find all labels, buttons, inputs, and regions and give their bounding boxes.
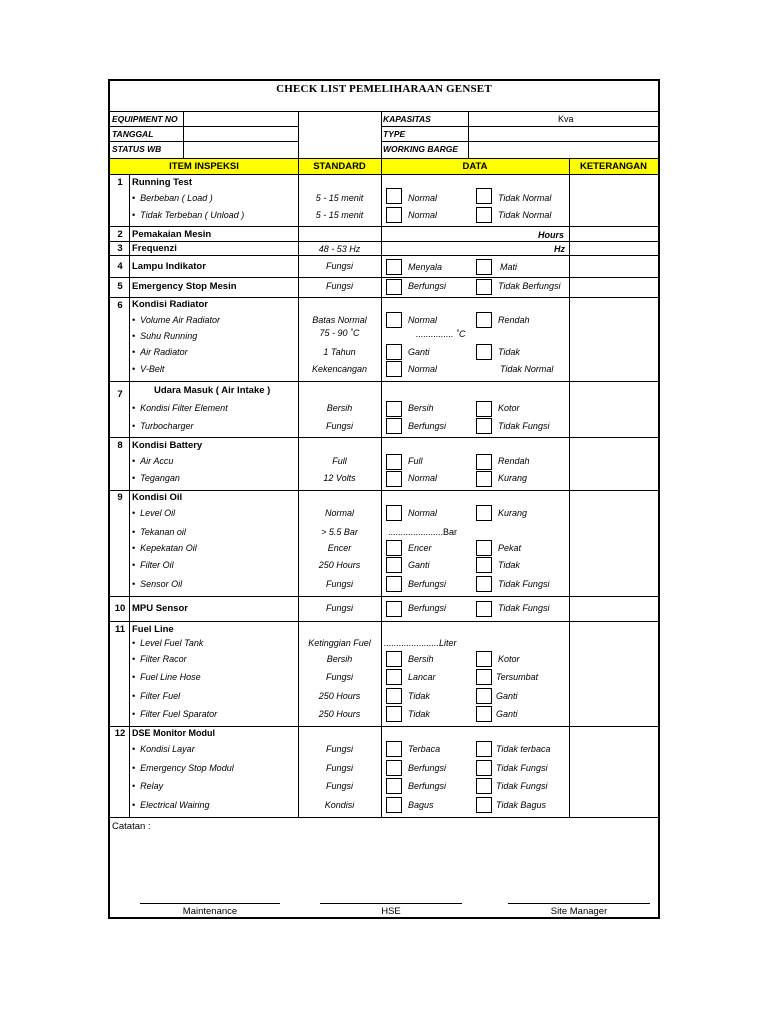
- cell-text: Kotor: [498, 654, 520, 664]
- cell-text: Tidak Fungsi: [496, 763, 548, 773]
- cell-text: Tidak: [408, 691, 430, 701]
- grid-line: [110, 726, 658, 727]
- checkbox[interactable]: [476, 401, 492, 417]
- signature-site-manager: Site Manager: [550, 906, 608, 917]
- cell-text: Tidak: [408, 709, 430, 719]
- section-title: Kondisi Oil: [132, 492, 183, 503]
- checkbox[interactable]: [386, 401, 402, 417]
- type-label: TYPE: [383, 129, 406, 139]
- cell-text: • Filter Racor: [132, 654, 187, 664]
- cell-text: Emergency Stop Modul: [140, 763, 234, 773]
- divider: [381, 141, 658, 142]
- row-number: 9: [117, 492, 123, 503]
- row-number: 12: [114, 728, 126, 739]
- cell-text: • Electrical Wairing: [132, 800, 210, 810]
- cell-text: Tidak Normal: [500, 364, 554, 374]
- checkbox[interactable]: [476, 760, 492, 776]
- grid-line: [110, 255, 658, 256]
- cell-text: Tidak Normal: [498, 193, 552, 203]
- cell-text: Tidak Fungsi: [496, 781, 548, 791]
- divider: [298, 111, 299, 158]
- divider: [569, 158, 570, 817]
- cell-text: Batas Normal: [312, 315, 367, 325]
- cell-text: Normal: [408, 473, 438, 483]
- header-data: DATA: [462, 161, 488, 172]
- cell-text: > 5.5 Bar: [321, 527, 358, 537]
- cell-text: • Filter Oil: [132, 560, 174, 570]
- checkbox[interactable]: [386, 312, 402, 328]
- checkbox[interactable]: [386, 576, 402, 592]
- checkbox[interactable]: [386, 540, 402, 556]
- row-number: 5: [117, 281, 123, 292]
- checkbox[interactable]: [476, 471, 492, 487]
- checkbox[interactable]: [386, 557, 402, 573]
- cell-text: • Turbocharger: [132, 421, 194, 431]
- cell-text: Fungsi: [325, 763, 353, 773]
- cell-text: Encer: [408, 543, 432, 553]
- checkbox[interactable]: [386, 259, 402, 275]
- cell-text: • Tekanan oil: [132, 527, 186, 537]
- checkbox[interactable]: [386, 505, 402, 521]
- checkbox[interactable]: [476, 279, 492, 295]
- divider: [381, 126, 658, 127]
- tanggal-label: TANGGAL: [112, 129, 154, 139]
- grid-line: [110, 226, 658, 227]
- checkbox[interactable]: [386, 741, 402, 757]
- cell-text: • Air Accu: [132, 456, 174, 466]
- checkbox[interactable]: [476, 312, 492, 328]
- cell-text: Tidak Bagus: [496, 800, 546, 810]
- cell-text: 250 Hours: [318, 560, 361, 570]
- cell-text: Berbeban ( Load ): [140, 193, 213, 203]
- cell-text: 48 - 53 Hz: [318, 244, 361, 254]
- cell-text: Sensor Oil: [140, 579, 183, 589]
- cell-text: ......................Bar: [388, 527, 458, 537]
- cell-text: • Fuel Line Hose: [132, 672, 201, 682]
- cell-text: • Filter Fuel Sparator: [132, 709, 218, 719]
- checkbox[interactable]: [476, 741, 492, 757]
- cell-text: Kondisi Filter Element: [140, 403, 228, 413]
- catatan-label: Catatan :: [112, 821, 151, 832]
- divider: [110, 141, 298, 142]
- cell-text: Bersih: [408, 654, 434, 664]
- cell-text: Volume Air Radiator: [140, 315, 221, 325]
- cell-text: Normal: [408, 210, 438, 220]
- cell-text: Hours: [538, 230, 565, 240]
- cell-text: • Kepekatan Oil: [132, 543, 197, 553]
- grid-line: [110, 490, 658, 491]
- cell-text: Tidak Normal: [498, 210, 552, 220]
- cell-text: Rendah: [498, 315, 530, 325]
- row-number: 8: [117, 440, 123, 451]
- divider: [381, 158, 382, 817]
- checkbox[interactable]: [386, 207, 402, 223]
- cell-text: • Suhu Running: [132, 331, 198, 341]
- checkbox[interactable]: [476, 454, 492, 470]
- divider: [381, 111, 382, 158]
- checkbox[interactable]: [476, 797, 492, 813]
- grid-line: [110, 817, 658, 818]
- checkbox[interactable]: [386, 706, 402, 722]
- checkbox[interactable]: [476, 540, 492, 556]
- cell-text: Filter Fuel Sparator: [140, 709, 218, 719]
- cell-text: Tidak terbaca: [496, 744, 551, 754]
- cell-text: • V-Belt: [132, 364, 165, 374]
- checkbox[interactable]: [476, 706, 492, 722]
- checkbox[interactable]: [476, 688, 492, 704]
- cell-text: ......................Liter: [384, 638, 457, 648]
- section-title: Frequenzi: [132, 243, 177, 254]
- header-keterangan: KETERANGAN: [579, 161, 648, 172]
- kapasitas-label: KAPASITAS: [383, 114, 431, 124]
- section-title: Fuel Line: [132, 624, 174, 635]
- grid-line: [110, 277, 658, 278]
- cell-text: Terbaca: [408, 744, 441, 754]
- cell-text: Fungsi: [325, 421, 353, 431]
- row-number: 10: [114, 603, 126, 614]
- cell-text: Tidak Berfungsi: [498, 281, 561, 291]
- cell-text: Normal: [408, 364, 438, 374]
- kva-unit: Kva: [558, 114, 574, 124]
- grid-line: [110, 621, 658, 622]
- checkbox[interactable]: [386, 471, 402, 487]
- cell-text: 250 Hours: [318, 709, 361, 719]
- cell-text: Kepekatan Oil: [140, 543, 197, 553]
- cell-text: • Berbeban ( Load ): [132, 193, 213, 203]
- cell-text: Air Radiator: [140, 347, 188, 357]
- cell-text: 250 Hours: [318, 691, 361, 701]
- divider: [110, 111, 658, 112]
- row-number: 1: [117, 177, 123, 188]
- checkbox[interactable]: [386, 651, 402, 667]
- document-title: CHECK LIST PEMELIHARAAN GENSET: [276, 83, 492, 95]
- header-item: ITEM INSPEKSI: [169, 161, 239, 172]
- cell-text: Level Fuel Tank: [140, 638, 204, 648]
- signature-hse: HSE: [381, 906, 401, 917]
- checkbox[interactable]: [476, 344, 492, 360]
- divider: [468, 111, 469, 158]
- checkbox[interactable]: [476, 207, 492, 223]
- grid-line: [110, 596, 658, 597]
- signature-line: [508, 903, 650, 904]
- divider: [183, 111, 184, 158]
- cell-text: Electrical Wairing: [140, 800, 210, 810]
- section-title: Lampu Indikator: [132, 261, 206, 272]
- cell-text: • Sensor Oil: [132, 579, 183, 589]
- cell-text: Berfungsi: [408, 763, 447, 773]
- working-barge-label: WORKING BARGE: [383, 144, 459, 154]
- cell-text: Pekat: [498, 543, 522, 553]
- cell-text: Tekanan oil: [140, 527, 186, 537]
- cell-text: Bersih: [326, 403, 353, 413]
- cell-text: Berfungsi: [408, 781, 447, 791]
- row-number: 6: [117, 300, 123, 311]
- cell-text: Fuel Line Hose: [140, 672, 201, 682]
- cell-text: 5 - 15 menit: [315, 210, 364, 220]
- cell-text: • Kondisi Filter Element: [132, 403, 228, 413]
- cell-text: ............... ˚C: [416, 329, 466, 339]
- cell-text: Filter Oil: [140, 560, 174, 570]
- cell-text: Tidak: [498, 347, 520, 357]
- checkbox[interactable]: [386, 797, 402, 813]
- cell-text: • Level Oil: [132, 508, 176, 518]
- checkbox[interactable]: [476, 505, 492, 521]
- cell-text: Kondisi Layar: [140, 744, 195, 754]
- cell-text: Bagus: [408, 800, 434, 810]
- signature-maintenance: Maintenance: [182, 906, 238, 917]
- checkbox[interactable]: [386, 454, 402, 470]
- section-title: DSE Monitor Modul: [132, 728, 215, 738]
- cell-text: Normal: [324, 508, 354, 518]
- cell-text: 1 Tahun: [323, 347, 356, 357]
- cell-text: Fungsi: [325, 603, 353, 613]
- checkbox[interactable]: [476, 669, 492, 685]
- cell-text: Turbocharger: [140, 421, 194, 431]
- section-running-test: Running Test: [132, 177, 192, 188]
- row-number: 4: [117, 261, 123, 272]
- row-number: 2: [117, 229, 123, 240]
- cell-text: Berfungsi: [408, 603, 447, 613]
- section-title: Udara Masuk ( Air Intake ): [154, 385, 271, 396]
- cell-text: Fungsi: [325, 672, 353, 682]
- cell-text: • Air Radiator: [132, 347, 188, 357]
- cell-text: • Filter Fuel: [132, 691, 181, 701]
- row-number: 3: [117, 243, 123, 254]
- cell-text: Level Oil: [140, 508, 176, 518]
- cell-text: Bersih: [326, 654, 353, 664]
- cell-text: Tidak Fungsi: [498, 603, 550, 613]
- cell-text: • Emergency Stop Modul: [132, 763, 234, 773]
- cell-text: Berfungsi: [408, 579, 447, 589]
- cell-text: 12 Volts: [323, 473, 356, 483]
- checkbox[interactable]: [476, 259, 492, 275]
- checkbox[interactable]: [386, 279, 402, 295]
- cell-text: Normal: [408, 315, 438, 325]
- cell-text: V-Belt: [140, 364, 165, 374]
- checklist-sheet: [108, 79, 660, 919]
- row-number: 11: [114, 624, 126, 635]
- checkbox[interactable]: [476, 778, 492, 794]
- cell-text: Hz: [554, 244, 565, 254]
- checkbox[interactable]: [386, 601, 402, 617]
- grid-line: [110, 437, 658, 438]
- cell-text: Kekencangan: [311, 364, 368, 374]
- cell-text: Tersumbat: [496, 672, 539, 682]
- checkbox[interactable]: [476, 557, 492, 573]
- grid-line: [110, 297, 658, 298]
- cell-text: Mati: [500, 262, 518, 272]
- cell-text: Berfungsi: [408, 281, 447, 291]
- divider: [110, 126, 298, 127]
- cell-text: Ganti: [408, 560, 430, 570]
- signature-line: [140, 903, 280, 904]
- checkbox[interactable]: [476, 188, 492, 204]
- section-title: Pemakaian Mesin: [132, 229, 212, 240]
- cell-text: Ganti: [496, 709, 518, 719]
- cell-text: • Volume Air Radiator: [132, 315, 221, 325]
- cell-text: • Kondisi Layar: [132, 744, 195, 754]
- grid-line: [110, 381, 658, 382]
- cell-text: • Tidak Terbeban ( Unload ): [132, 210, 245, 220]
- checkbox[interactable]: [476, 651, 492, 667]
- cell-text: 5 - 15 menit: [315, 193, 364, 203]
- checkbox[interactable]: [386, 361, 402, 377]
- checkbox[interactable]: [386, 418, 402, 434]
- checkbox[interactable]: [476, 601, 492, 617]
- checkbox[interactable]: [476, 418, 492, 434]
- signature-line: [320, 903, 462, 904]
- checkbox[interactable]: [386, 760, 402, 776]
- cell-text: Kurang: [498, 473, 528, 483]
- cell-text: Menyala: [408, 262, 443, 272]
- section-title: Kondisi Battery: [132, 440, 203, 451]
- cell-text: Fungsi: [325, 281, 353, 291]
- row-number: 7: [117, 389, 123, 400]
- checkbox[interactable]: [386, 669, 402, 685]
- cell-text: Full: [408, 456, 423, 466]
- divider: [110, 174, 658, 175]
- cell-text: Tidak Fungsi: [498, 421, 550, 431]
- cell-text: Tegangan: [140, 473, 180, 483]
- cell-text: Filter Fuel: [140, 691, 181, 701]
- section-title: Emergency Stop Mesin: [132, 281, 237, 292]
- checkbox[interactable]: [476, 576, 492, 592]
- checkbox[interactable]: [386, 778, 402, 794]
- cell-text: Relay: [140, 781, 164, 791]
- cell-text: Normal: [408, 508, 438, 518]
- cell-text: Encer: [327, 543, 352, 553]
- checkbox[interactable]: [386, 344, 402, 360]
- grid-line: [110, 241, 658, 242]
- cell-text: Fungsi: [325, 261, 353, 271]
- cell-text: • Level Fuel Tank: [132, 638, 204, 648]
- checkbox[interactable]: [386, 688, 402, 704]
- section-title: MPU Sensor: [132, 603, 188, 614]
- cell-text: Normal: [408, 193, 438, 203]
- cell-text: 75 - 90 ˚C: [319, 328, 360, 338]
- cell-text: Tidak Terbeban ( Unload ): [140, 210, 245, 220]
- cell-text: Kotor: [498, 403, 520, 413]
- checkbox[interactable]: [386, 188, 402, 204]
- status-wb-label: STATUS WB: [112, 144, 162, 154]
- divider: [110, 158, 658, 159]
- cell-text: • Tegangan: [132, 473, 180, 483]
- cell-text: Tidak Fungsi: [498, 579, 550, 589]
- equipment-no-label: EQUIPMENT NO: [112, 114, 178, 124]
- cell-text: • Relay: [132, 781, 164, 791]
- cell-text: Kondisi: [324, 800, 355, 810]
- cell-text: Suhu Running: [140, 331, 198, 341]
- cell-text: Ketinggian Fuel: [308, 638, 371, 648]
- section-title: Kondisi Radiator: [132, 299, 209, 310]
- cell-text: Tidak: [498, 560, 520, 570]
- cell-text: Fungsi: [325, 744, 353, 754]
- cell-text: Filter Racor: [140, 654, 187, 664]
- cell-text: Lancar: [408, 672, 436, 682]
- cell-text: Bersih: [408, 403, 434, 413]
- cell-text: Berfungsi: [408, 421, 447, 431]
- cell-text: Ganti: [408, 347, 430, 357]
- cell-text: Fungsi: [325, 781, 353, 791]
- cell-text: Kurang: [498, 508, 528, 518]
- cell-text: Rendah: [498, 456, 530, 466]
- cell-text: Air Accu: [140, 456, 174, 466]
- header-standard: STANDARD: [313, 161, 366, 172]
- cell-text: Ganti: [496, 691, 518, 701]
- cell-text: Fungsi: [325, 579, 353, 589]
- cell-text: Full: [332, 456, 347, 466]
